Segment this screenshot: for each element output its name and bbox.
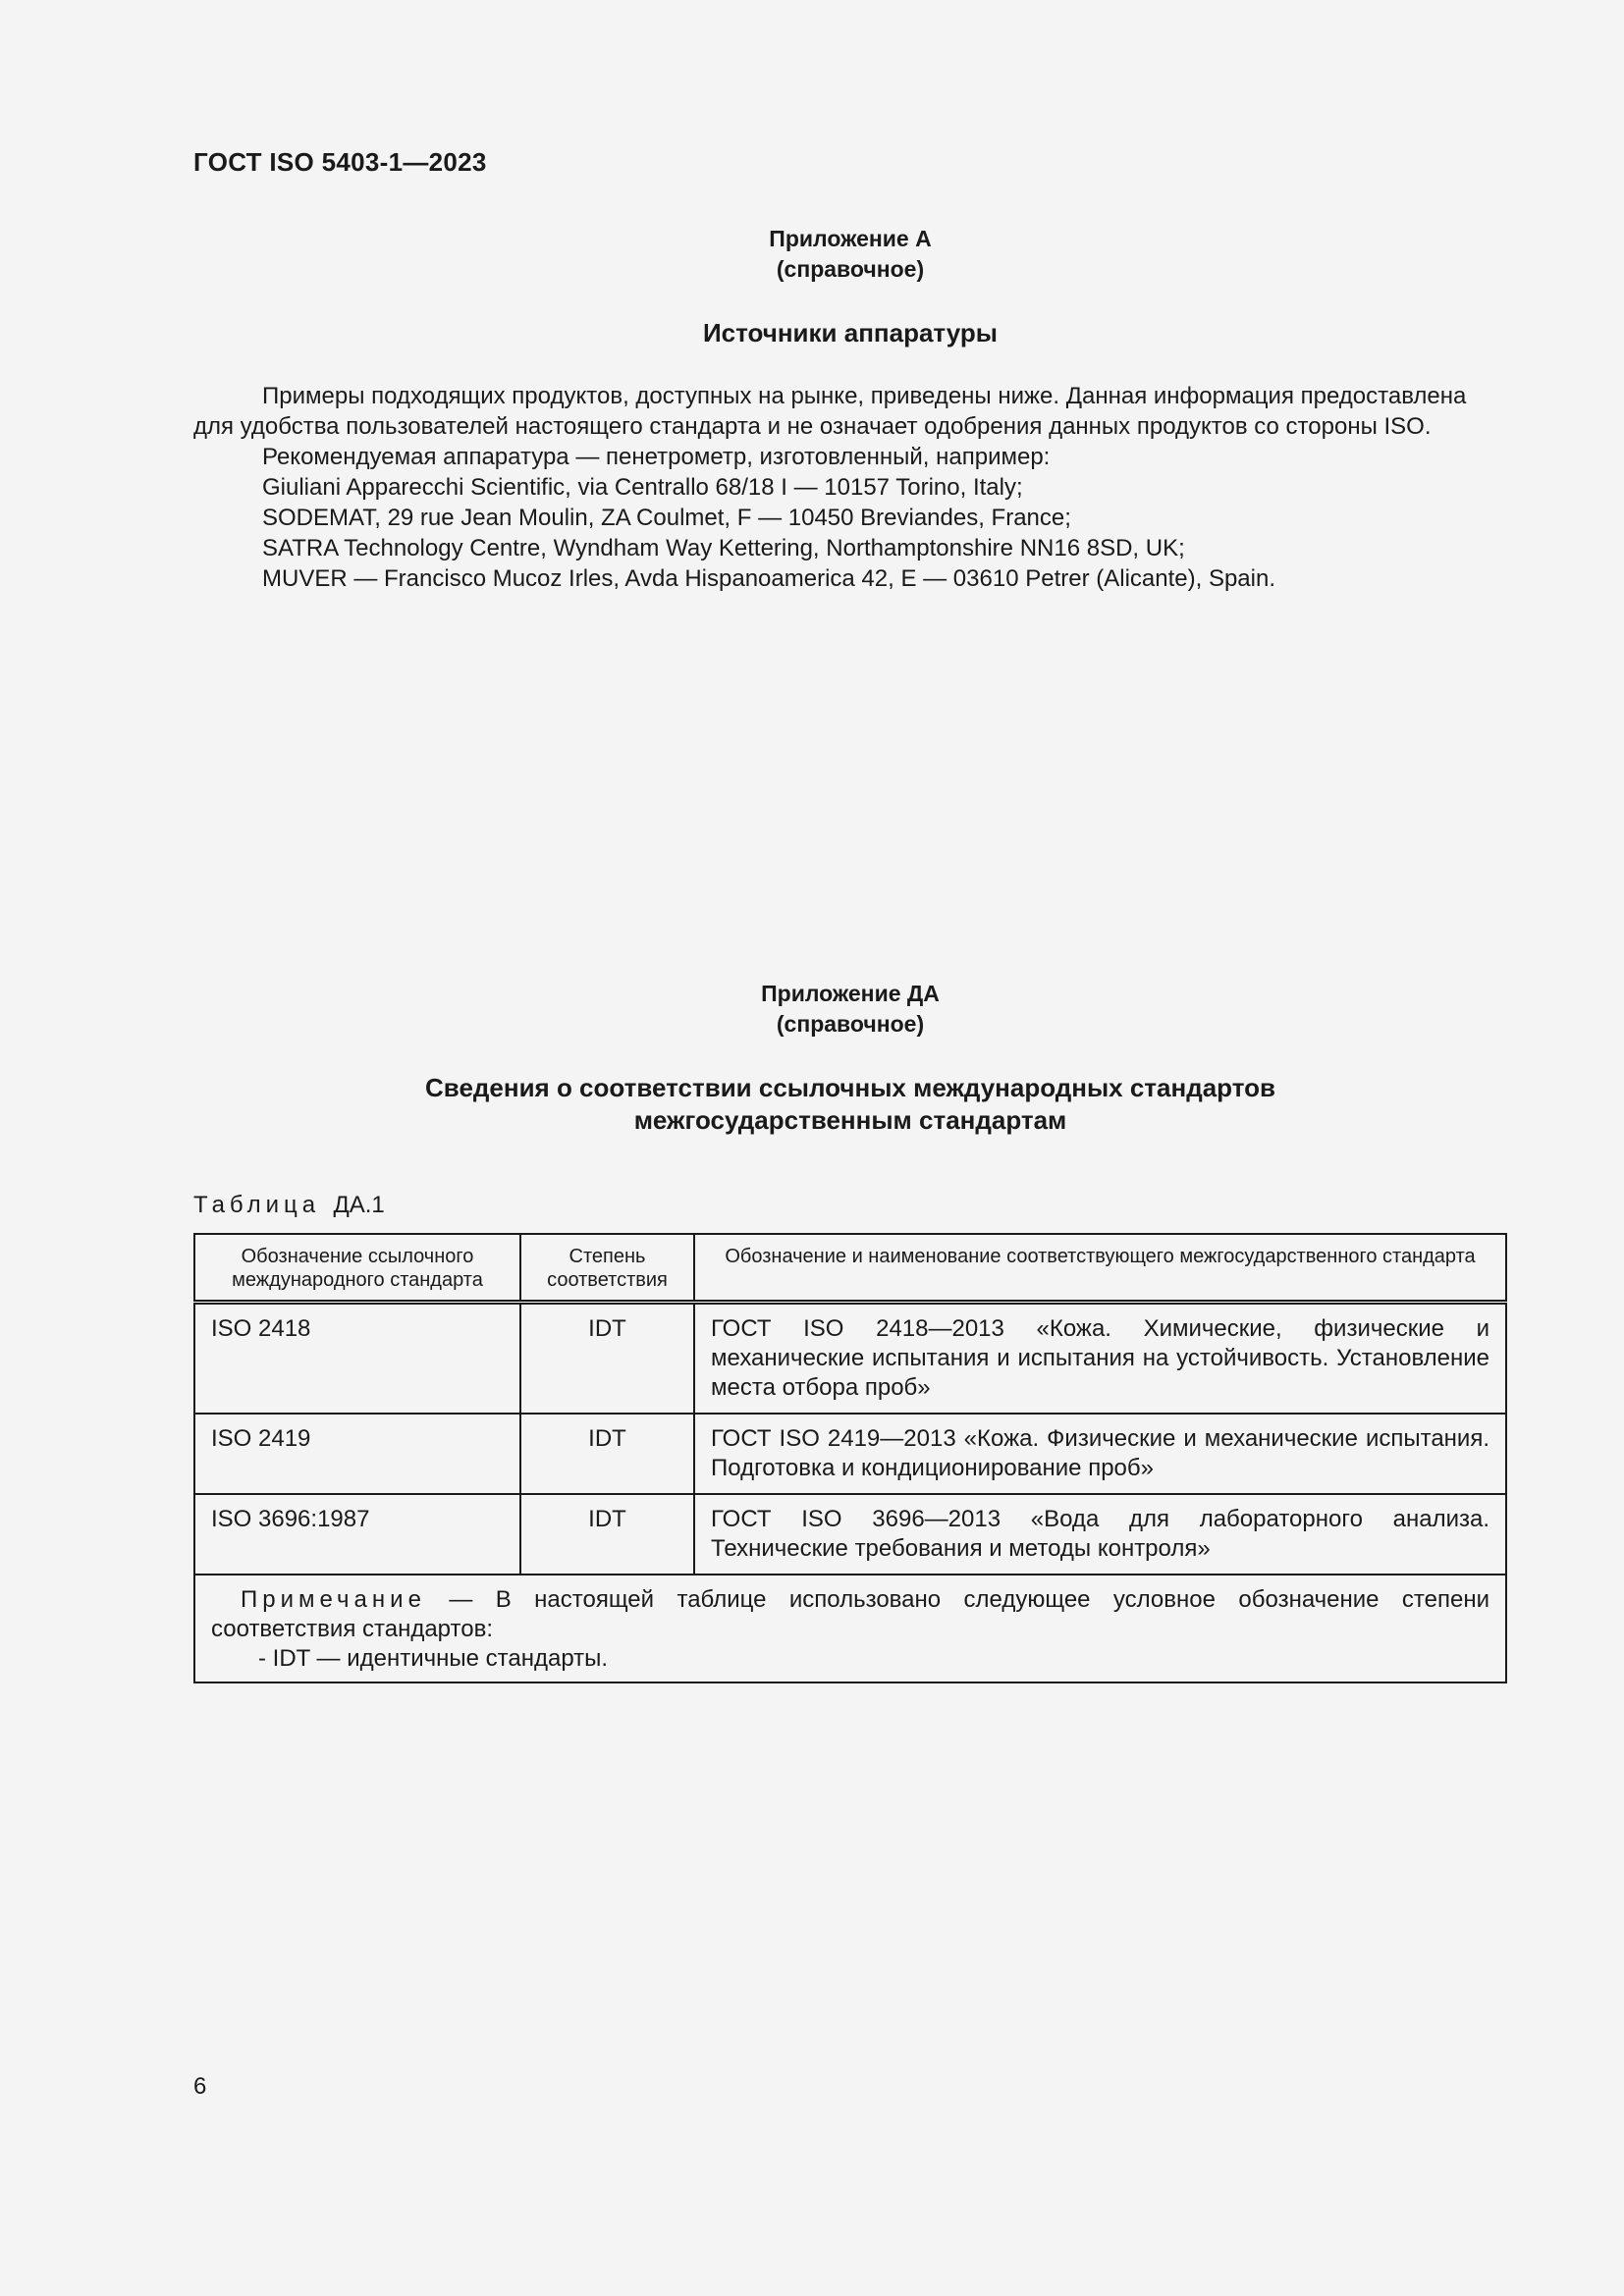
table-row — [194, 1303, 1506, 1415]
table-note-row — [194, 1575, 1506, 1682]
supplier-line-giuliani: Giuliani Apparecchi Scientific, via Centrallo 68/18 I — 10157 Torino, Italy; — [262, 474, 1023, 501]
appendix-a-title-block — [193, 224, 1507, 285]
table-caption — [193, 1192, 385, 1219]
document-code-header: ГОСТ ISO 5403-1—2023 — [193, 147, 487, 177]
cell-interstate-standard: ГОСТ ISO 3696—2013 «Вода для лабораторного анализа. Технические требования и методы контроля» — [694, 1494, 1506, 1575]
cell-international-standard: ISO 3696:1987 — [194, 1494, 520, 1575]
appendix-a-status: (справочное) — [776, 256, 925, 282]
appendix-a-title: Приложение А — [769, 226, 932, 251]
cell-degree: IDT — [520, 1494, 694, 1575]
appendix-da-heading-line1: Сведения о соответствии ссылочных международных стандартов — [425, 1073, 1275, 1102]
cell-degree: IDT — [520, 1303, 694, 1415]
header-interstate-standard: Обозначение и наименование соответствующего межгосударственного стандарта — [694, 1234, 1506, 1303]
note-label: Примечание — [241, 1586, 426, 1613]
apparatus-intro-line: Рекомендуемая аппаратура — пенетрометр, изготовленный, например: — [262, 444, 1051, 470]
cell-interstate-standard: ГОСТ ISO 2419—2013 «Кожа. Физические и механические испытания. Подготовка и кондиционирование проб» — [694, 1414, 1506, 1494]
appendix-da-title: Приложение ДА — [761, 981, 940, 1006]
appendix-da-title-block — [193, 979, 1507, 1040]
cell-interstate-standard: ГОСТ ISO 2418—2013 «Кожа. Химические, физические и механические испытания и испытания на устойчивость. Установление места отбора проб» — [694, 1303, 1506, 1415]
correspondence-table — [193, 1233, 1507, 1683]
table-caption-word: Таблица — [193, 1192, 321, 1218]
appendix-a-paragraph: Примеры подходящих продуктов, доступных на рынке, приведены ниже. Данная информация предоставлена для удобства пользователей настоящего стандарта и не означает одобрения данных продуктов со стороны ISO. — [193, 383, 1467, 440]
appendix-da-status: (справочное) — [776, 1011, 925, 1037]
table-caption-number: ДА.1 — [333, 1192, 385, 1218]
supplier-line-sodemat: SODEMAT, 29 rue Jean Moulin, ZA Coulmet, F — 10450 Breviandes, France; — [262, 505, 1071, 531]
table-row — [194, 1494, 1506, 1575]
header-degree-of-correspondence: Степень соответствия — [520, 1234, 694, 1303]
cell-international-standard: ISO 2419 — [194, 1414, 520, 1494]
note-text-line — [211, 1585, 1489, 1644]
supplier-line-muver: MUVER — Francisco Mucoz Irles, Avda Hispanoamerica 42, E — 03610 Petrer (Alicante), Spain. — [262, 565, 1275, 592]
header-international-standard: Обозначение ссылочного международного стандарта — [194, 1234, 520, 1303]
note-list-item: - IDT — идентичные стандарты. — [258, 1645, 609, 1672]
appendix-a-heading: Источники аппаратуры — [702, 318, 999, 347]
table-note — [194, 1575, 1506, 1682]
page-number: 6 — [193, 2073, 207, 2100]
appendix-da-heading-line2: межгосударственным стандартам — [633, 1105, 1067, 1135]
cell-degree: IDT — [520, 1414, 694, 1494]
appendix-a-heading-block — [193, 317, 1507, 349]
cell-international-standard: ISO 2418 — [194, 1303, 520, 1415]
table-header-row — [194, 1234, 1506, 1303]
appendix-da-heading-block — [193, 1072, 1507, 1137]
table-row — [194, 1414, 1506, 1494]
note-text: — В настоящей таблице использовано следующее условное обозначение степени соответствия стандартов: — [211, 1586, 1489, 1642]
supplier-line-satra: SATRA Technology Centre, Wyndham Way Kettering, Northamptonshire NN16 8SD, UK; — [262, 535, 1185, 561]
appendix-a-body — [193, 381, 1507, 594]
